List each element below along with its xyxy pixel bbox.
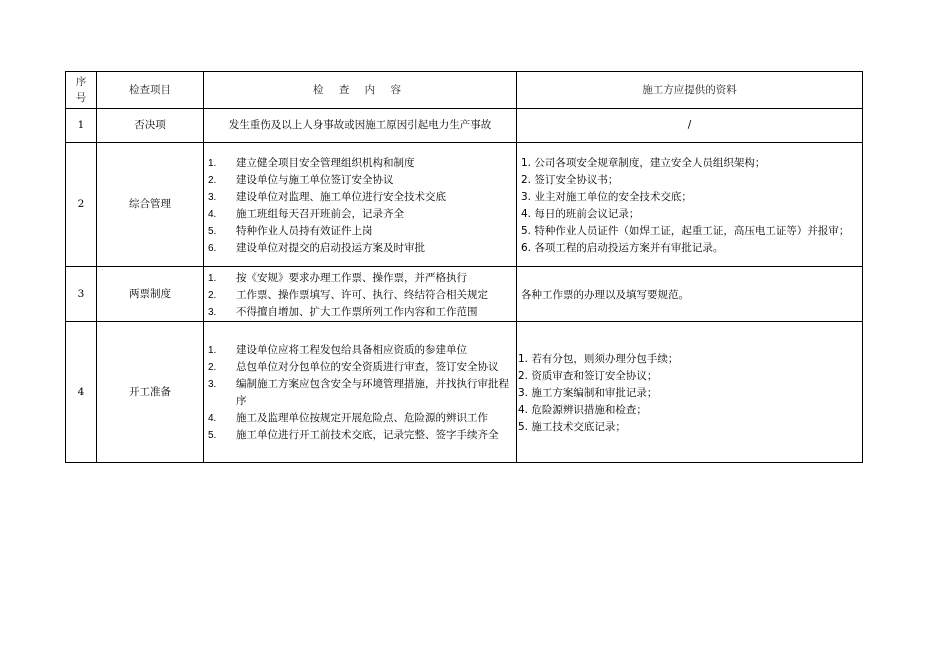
content-list-item: 6. 建设单位对提交的启动投运方案及时审批 — [208, 241, 425, 254]
content-list-item: 4. 施工班组每天召开班前会，记录齐全 — [208, 207, 404, 220]
content-list-item: 1. 建立健全项目安全管理组织机构和制度 — [208, 156, 415, 169]
row-number: 4 — [66, 322, 97, 463]
materials-list-item: 3. 施工方案编制和审批记录； — [518, 386, 658, 399]
content-list-item: 1. 建设单位应将工程发包给具备相应资质的参建单位 — [208, 344, 467, 356]
materials-list-item: 2. 资质审查和签订安全协议； — [518, 369, 658, 382]
required-materials — [517, 143, 863, 267]
materials-list-item: 6. 各项工程的启动投运方案并有审批记录。 — [521, 241, 724, 254]
content-list-item: 1. 按《安规》要求办理工作票、操作票，并严格执行 — [208, 271, 467, 284]
content-list-item: 5. 施工单位进行开工前技术交底，记录完整、签字手续齐全 — [208, 429, 499, 441]
content-list-item: 2. 工作票、操作票填写、许可、执行、终结符合相关规定 — [208, 288, 488, 301]
materials-list-item: 1. 若有分包，则须办理分包手续； — [518, 352, 679, 365]
row-number: 2 — [66, 143, 97, 267]
header-content: 检 查 内 容 — [204, 72, 517, 109]
content-list-item: 2. 总包单位对分包单位的安全资质进行审查，签订安全协议 — [208, 361, 499, 373]
required-materials — [517, 267, 863, 322]
header-row — [66, 72, 863, 109]
content-list-item: 3. 编制施工方案应包含安全与环境管理措施，并找执行审批程序 — [208, 378, 509, 407]
materials-list-item: 各种工作票的办理以及填写要规范。 — [521, 288, 689, 301]
check-item: 两票制度 — [97, 267, 204, 322]
content-list-item: 5. 特种作业人员持有效证件上岗 — [208, 224, 373, 237]
content-list-item: 4. 施工及监理单位按规定开展危险点、危险源的辨识工作 — [208, 412, 488, 424]
row-number: 1 — [66, 109, 97, 143]
required-materials: / — [517, 109, 863, 143]
table-row — [66, 143, 863, 267]
table-row — [66, 109, 863, 143]
header-materials: 施工方应提供的资料 — [517, 72, 863, 109]
check-item: 开工准备 — [97, 322, 204, 463]
materials-list-item: 1. 公司各项安全规章制度，建立安全人员组织架构； — [521, 156, 766, 169]
row-number: 3 — [66, 267, 97, 322]
header-seq: 序号 — [66, 72, 97, 109]
content-list-item: 3. 不得擅自增加、扩大工作票所列工作内容和工作范围 — [208, 305, 478, 318]
materials-list-item: 4. 危险源辨识措施和检查； — [518, 403, 647, 416]
check-item: 综合管理 — [97, 143, 204, 267]
table-row — [66, 322, 863, 463]
materials-list-item: 4. 每日的班前会议记录； — [521, 207, 640, 220]
content-list-item: 3. 建设单位对监理、施工单位进行安全技术交底 — [208, 190, 446, 203]
materials-list-item: 5. 特种作业人员证件（如焊工证，起重工证，高压电工证等）并报审； — [521, 224, 850, 237]
materials-list-item: 2. 签订安全协议书； — [521, 173, 619, 186]
required-materials — [517, 322, 863, 463]
materials-list-item: 3. 业主对施工单位的安全技术交底； — [521, 190, 692, 203]
check-content — [204, 322, 517, 463]
check-item: 否决项 — [97, 109, 204, 143]
check-content — [204, 267, 517, 322]
materials-list-item: 5. 施工技术交底记录； — [518, 420, 626, 433]
safety-check-table — [65, 71, 863, 463]
header-item: 检查项目 — [97, 72, 204, 109]
check-content — [204, 143, 517, 267]
check-content: 发生重伤及以上人身事故或因施工原因引起电力生产事故 — [204, 109, 517, 143]
content-list-item: 2. 建设单位与施工单位签订安全协议 — [208, 173, 394, 186]
table-row — [66, 267, 863, 322]
